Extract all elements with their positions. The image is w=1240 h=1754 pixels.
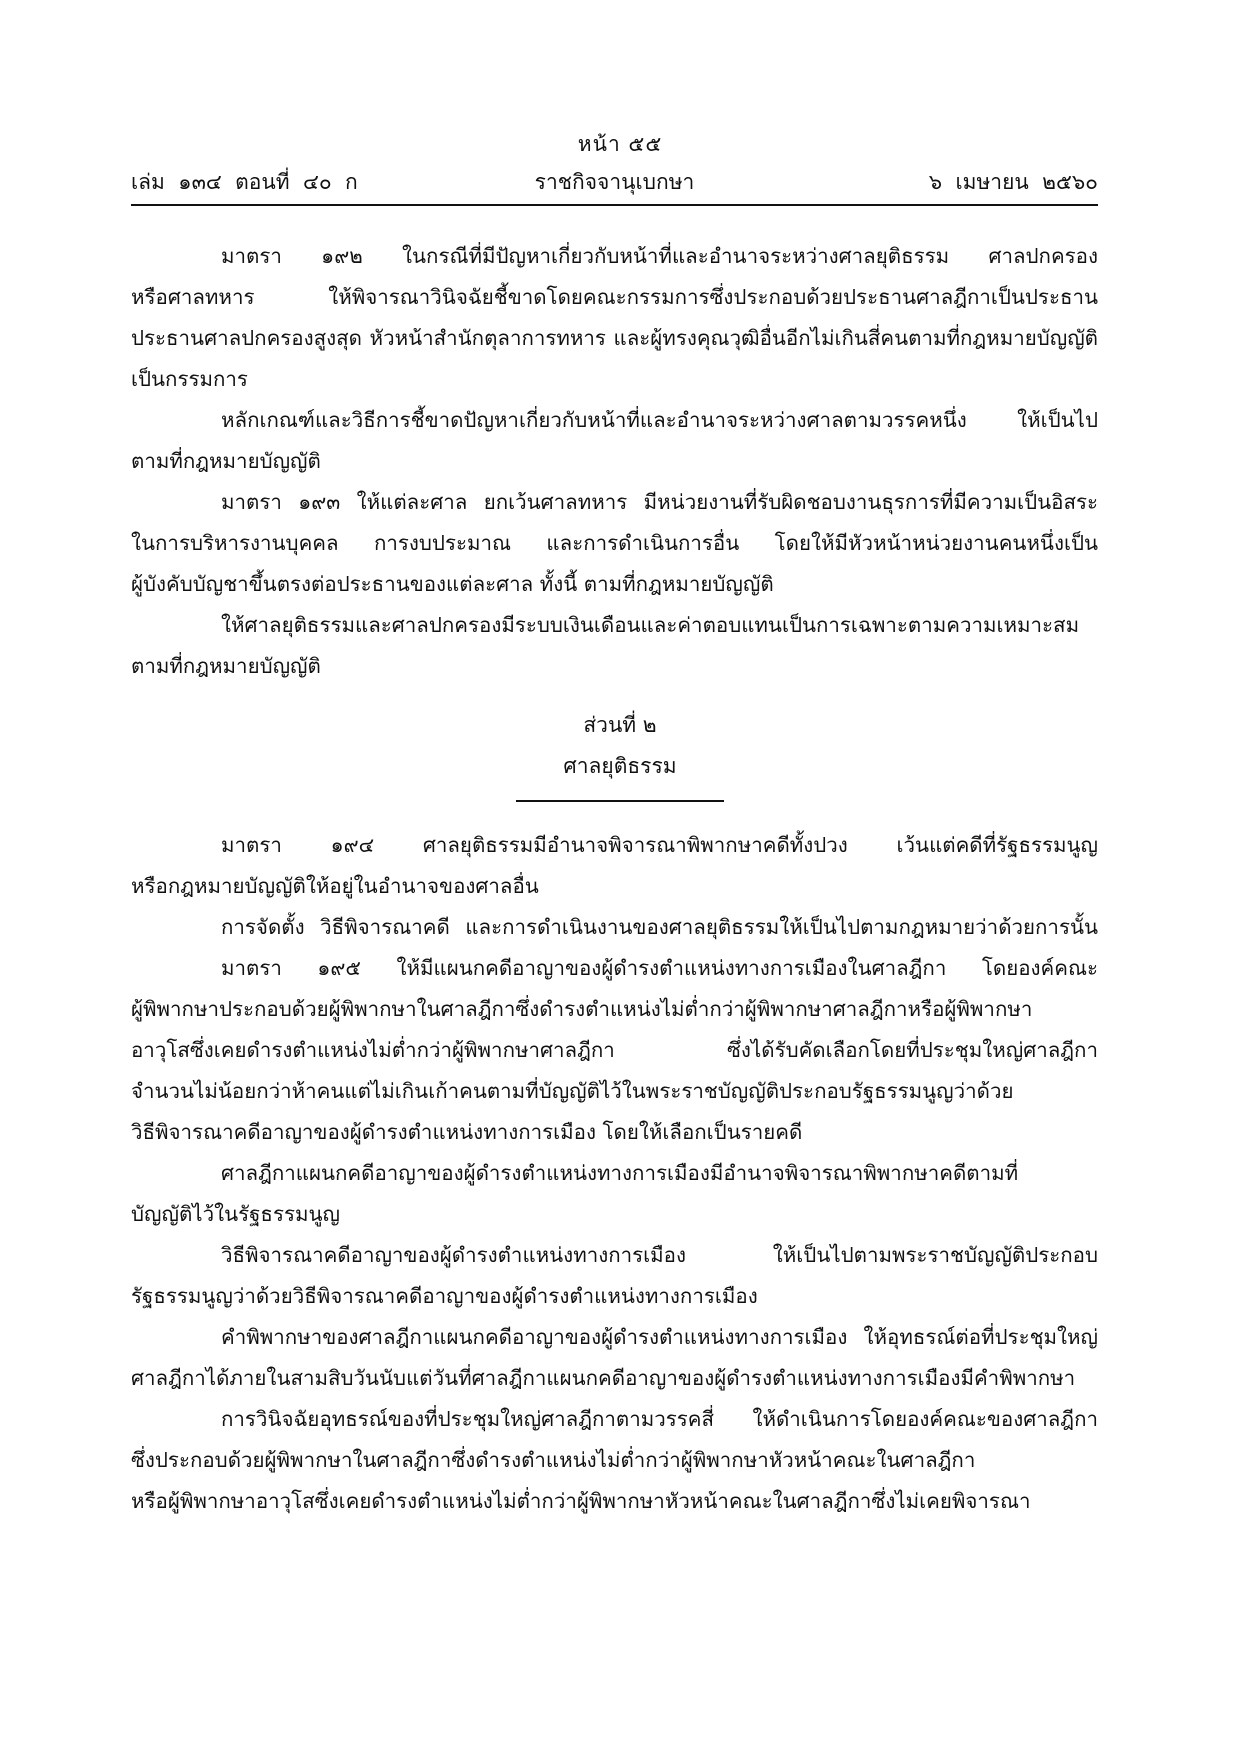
body-text-block-1 (131, 236, 1098, 687)
text-line: หรือผู้พิพากษาอาวุโสซึ่งเคยดำรงตำแหน่งไม่ต่ำกว่าผู้พิพากษาหัวหน้าคณะในศาลฎีกาซึ่งไม่เคยพิจารณา (131, 1489, 1031, 1513)
text-line: อาวุโสซึ่งเคยดำรงตำแหน่งไม่ต่ำกว่าผู้พิพากษาศาลฎีกา ซึ่งได้รับคัดเลือกโดยที่ประชุมใหญ่ศาลฎีกา (131, 1038, 1098, 1062)
section-title: ศาลยุติธรรม (563, 754, 677, 778)
text-line: ประธานศาลปกครองสูงสุด หัวหน้าสำนักตุลาการทหาร และผู้ทรงคุณวุฒิอื่นอีกไม่เกินสี่คนตามที่กฎหมายบัญญัติ (131, 326, 1098, 350)
running-header (131, 166, 1098, 196)
text-line: วิธีพิจารณาคดีอาญาของผู้ดำรงตำแหน่งทางการเมือง โดยให้เลือกเป็นรายคดี (131, 1120, 803, 1144)
issue-date: ๖ เมษายน ๒๕๖๐ (928, 170, 1098, 194)
text-line: ตามที่กฎหมายบัญญัติ (131, 654, 321, 678)
text-line: หลักเกณฑ์และวิธีการชี้ขาดปัญหาเกี่ยวกับหน้าที่และอำนาจระหว่างศาลตามวรรคหนึ่ง ให้เป็นไป (221, 408, 1098, 432)
header-divider (131, 204, 1098, 206)
publication-name: ราชกิจจานุเบกษา (534, 170, 695, 194)
text-line: มาตรา ๑๙๒ ในกรณีที่มีปัญหาเกี่ยวกับหน้าที่และอำนาจระหว่างศาลยุติธรรม ศาลปกครอง (221, 244, 1098, 268)
text-line: รัฐธรรมนูญว่าด้วยวิธีพิจารณาคดีอาญาของผู้ดำรงตำแหน่งทางการเมือง (131, 1284, 758, 1308)
page-number: หน้า ๕๕ (577, 132, 663, 156)
text-line: การจัดตั้ง วิธีพิจารณาคดี และการดำเนินงานของศาลยุติธรรมให้เป็นไปตามกฎหมายว่าด้วยการนั้น (221, 915, 1098, 939)
text-line: ผู้บังคับบัญชาขึ้นตรงต่อประธานของแต่ละศาล ทั้งนี้ ตามที่กฎหมายบัญญัติ (131, 572, 774, 596)
text-line: จำนวนไม่น้อยกว่าห้าคนแต่ไม่เกินเก้าคนตามที่บัญญัติไว้ในพระราชบัญญัติประกอบรัฐธรรมนูญว่าด้วย (131, 1079, 1014, 1103)
text-line: บัญญัติไว้ในรัฐธรรมนูญ (131, 1202, 340, 1226)
text-line: ในการบริหารงานบุคคล การงบประมาณ และการดำเนินการอื่น โดยให้มีหัวหน้าหน่วยงานคนหนึ่งเป็น (131, 531, 1098, 555)
text-line: ศาลฎีกาแผนกคดีอาญาของผู้ดำรงตำแหน่งทางการเมืองมีอำนาจพิจารณาพิพากษาคดีตามที่ (221, 1161, 1019, 1185)
section-part-heading: ส่วนที่ ๒ (583, 713, 657, 737)
volume-issue: เล่ม ๑๓๔ ตอนที่ ๔๐ ก (131, 170, 358, 194)
text-line: ให้ศาลยุติธรรมและศาลปกครองมีระบบเงินเดือนและค่าตอบแทนเป็นการเฉพาะตามความเหมาะสม (221, 613, 1080, 637)
text-line: หรือศาลทหาร ให้พิจารณาวินิจฉัยชี้ขาดโดยคณะกรรมการซึ่งประกอบด้วยประธานศาลฎีกาเป็นประธาน (131, 285, 1098, 309)
text-line: เป็นกรรมการ (131, 367, 248, 391)
text-line: ผู้พิพากษาประกอบด้วยผู้พิพากษาในศาลฎีกาซึ่งดำรงตำแหน่งไม่ต่ำกว่าผู้พิพากษาศาลฎีกาหรือผู้พิพากษา (131, 997, 1033, 1021)
text-line: มาตรา ๑๙๕ ให้มีแผนกคดีอาญาของผู้ดำรงตำแหน่งทางการเมืองในศาลฎีกา โดยองค์คณะ (221, 956, 1098, 980)
body-text-block-2 (131, 825, 1098, 1522)
text-line: ตามที่กฎหมายบัญญัติ (131, 449, 321, 473)
text-line: การวินิจฉัยอุทธรณ์ของที่ประชุมใหญ่ศาลฎีกาตามวรรคสี่ ให้ดำเนินการโดยองค์คณะของศาลฎีกา (221, 1407, 1098, 1431)
text-line: มาตรา ๑๙๔ ศาลยุติธรรมมีอำนาจพิจารณาพิพากษาคดีทั้งปวง เว้นแต่คดีที่รัฐธรรมนูญ (221, 833, 1098, 857)
text-line: วิธีพิจารณาคดีอาญาของผู้ดำรงตำแหน่งทางการเมือง ให้เป็นไปตามพระราชบัญญัติประกอบ (221, 1243, 1098, 1267)
text-line: มาตรา ๑๙๓ ให้แต่ละศาล ยกเว้นศาลทหาร มีหน่วยงานที่รับผิดชอบงานธุรการที่มีความเป็นอิสระ (221, 490, 1098, 514)
text-line: คำพิพากษาของศาลฎีกาแผนกคดีอาญาของผู้ดำรงตำแหน่งทางการเมือง ให้อุทธรณ์ต่อที่ประชุมใหญ่ (221, 1325, 1098, 1349)
text-line: หรือกฎหมายบัญญัติให้อยู่ในอำนาจของศาลอื่น (131, 874, 539, 898)
section-divider (516, 800, 724, 802)
text-line: ซึ่งประกอบด้วยผู้พิพากษาในศาลฎีกาซึ่งดำรงตำแหน่งไม่ต่ำกว่าผู้พิพากษาหัวหน้าคณะในศาลฎีกา (131, 1448, 976, 1472)
text-line: ศาลฎีกาได้ภายในสามสิบวันนับแต่วันที่ศาลฎีกาแผนกคดีอาญาของผู้ดำรงตำแหน่งทางการเมืองมีคำพิพากษา (131, 1366, 1076, 1390)
